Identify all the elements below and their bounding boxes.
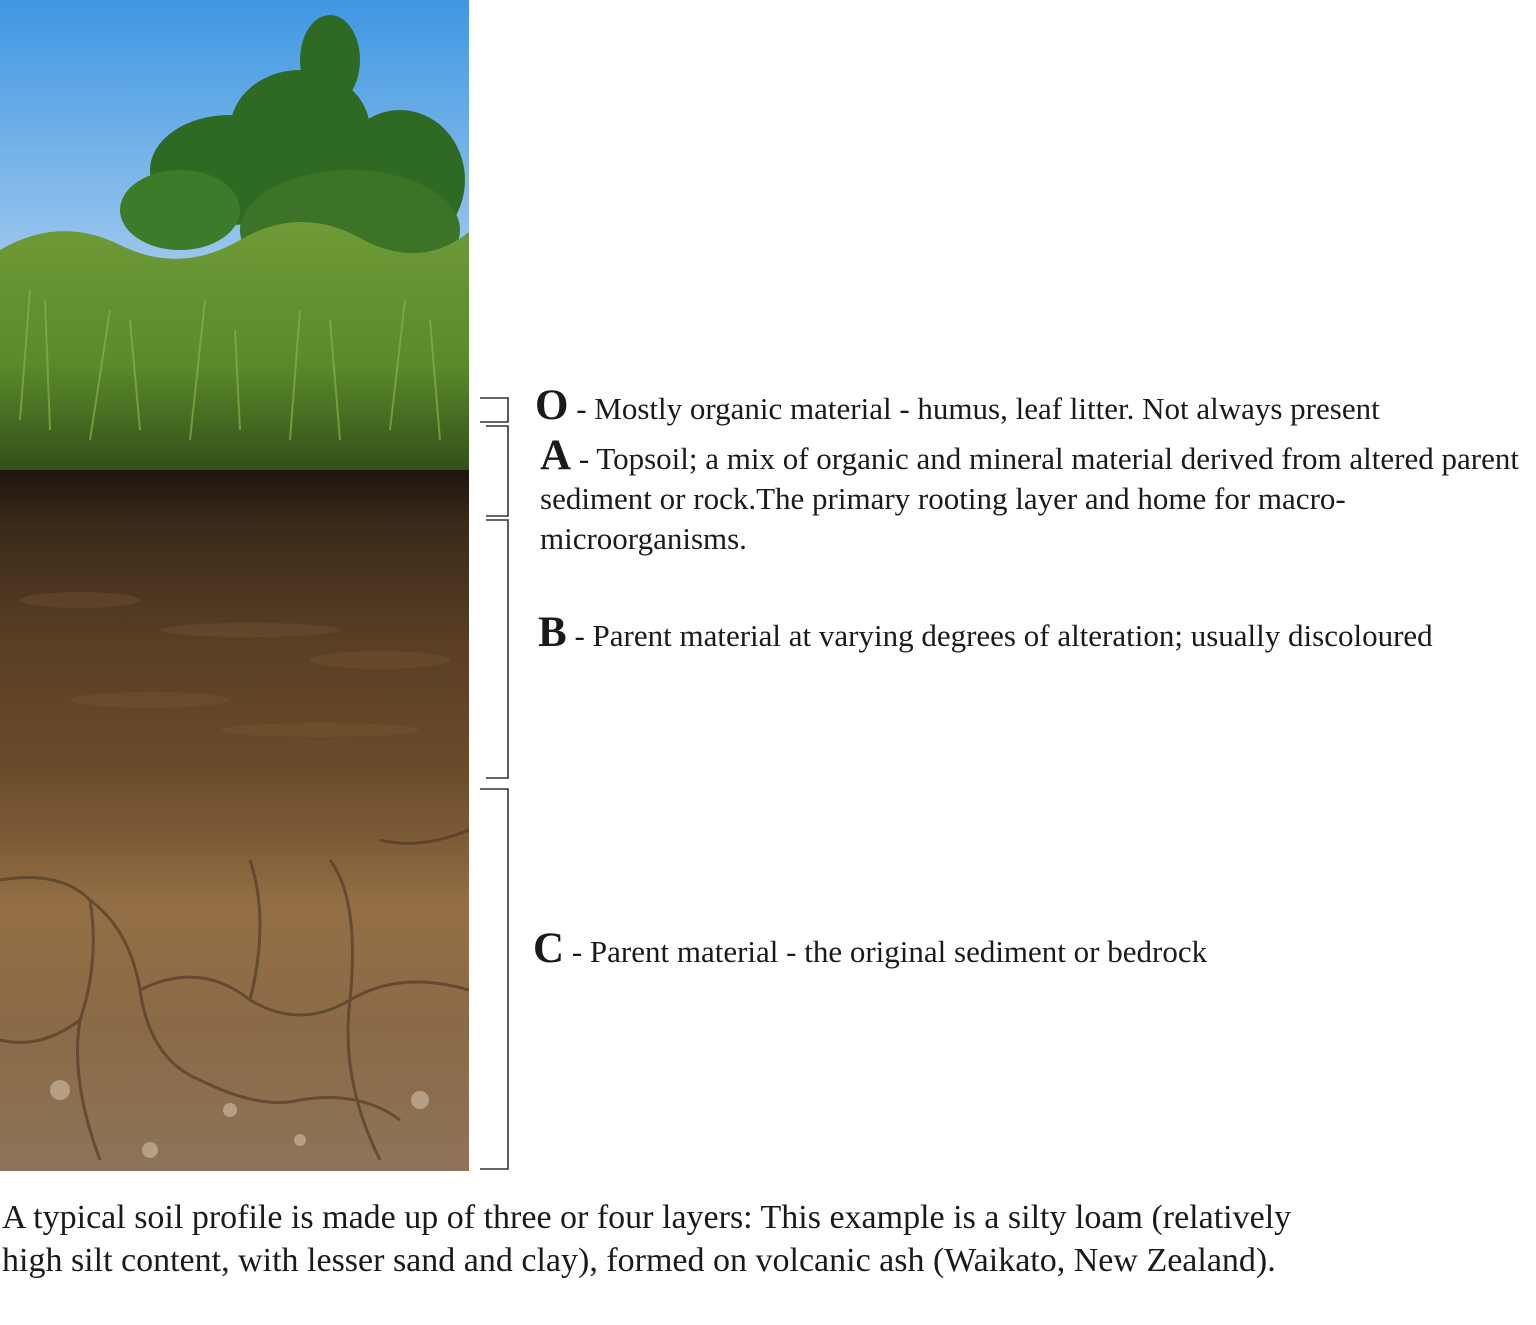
- bracket-b: [478, 518, 514, 782]
- soil-profile-photo: [0, 0, 469, 1171]
- bracket-o: [478, 396, 514, 426]
- horizon-label-b: [538, 609, 1433, 656]
- horizon-text-a: - Topsoil; a mix of organic and mineral material derived from altered parent sediment or rock.The primary rooting layer and home for macro-microorganisms.: [540, 441, 1519, 556]
- soil-profile-illustration: [0, 0, 469, 1171]
- soil-column: [0, 470, 469, 1171]
- bracket-c: [478, 787, 514, 1173]
- figure-caption: A typical soil profile is made up of three or four layers: This example is a silty loam (relatively high silt content, with lesser sand and clay), formed on volcanic ash (Waikato, New Zealand).: [2, 1199, 1292, 1279]
- horizon-letter-b: B: [538, 609, 567, 656]
- horizon-label-c: [533, 925, 1208, 972]
- horizon-label-o: [535, 382, 1380, 429]
- horizon-letter-o: O: [535, 382, 569, 429]
- horizon-label-a: [540, 432, 1530, 559]
- horizon-letter-a: A: [540, 432, 572, 479]
- horizon-text-b: - Parent material at varying degrees of alteration; usually discoloured: [566, 618, 1433, 653]
- horizon-letter-c: C: [533, 925, 565, 972]
- bracket-a: [478, 424, 514, 520]
- horizon-text-o: - Mostly organic material - humus, leaf litter. Not always present: [568, 391, 1380, 426]
- horizon-text-c: - Parent material - the original sediment or bedrock: [564, 934, 1208, 969]
